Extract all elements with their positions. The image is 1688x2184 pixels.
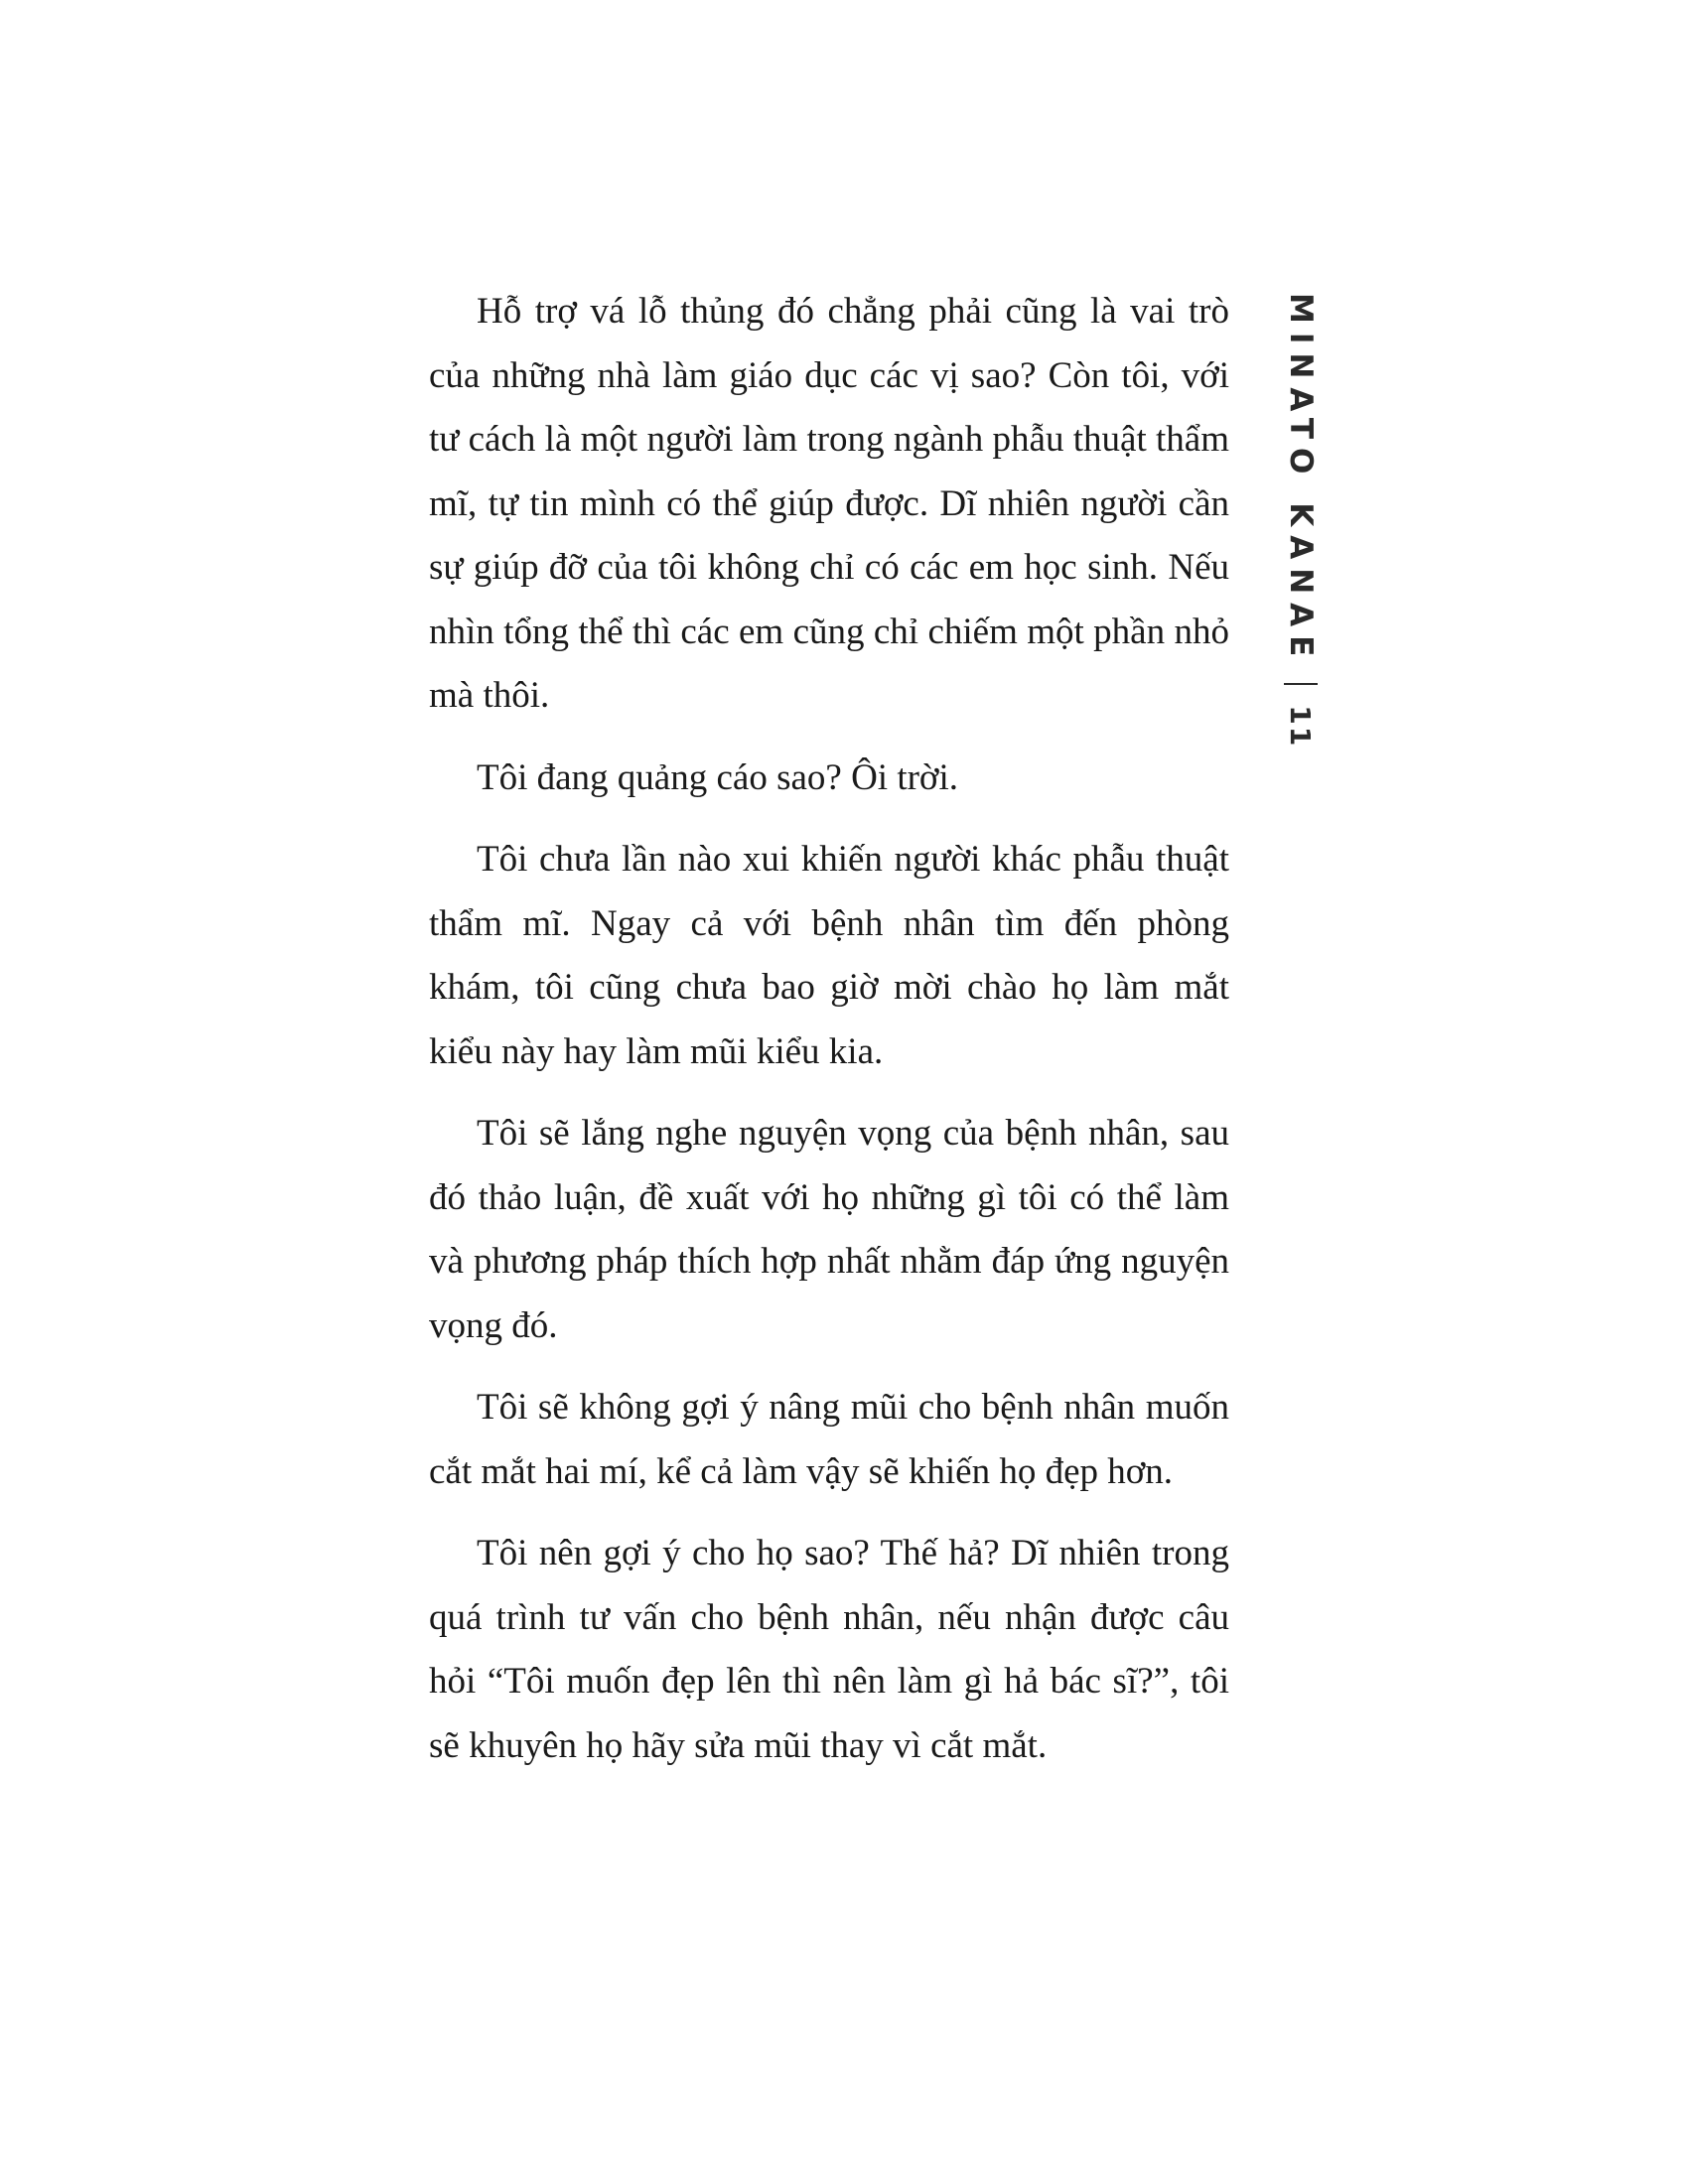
page-number: 11 (1284, 705, 1318, 749)
paragraph-5: Tôi sẽ không gợi ý nâng mũi cho bệnh nhân muốn cắt mắt hai mí, kể cả làm vậy sẽ khiến họ đẹp hơn. (429, 1387, 1229, 1492)
paragraph-4: Tôi sẽ lắng nghe nguyện vọng của bệnh nhân, sau đó thảo luận, đề xuất với họ những gì tôi có thể làm và phương pháp thích hợp nhất nhằm đáp ứng nguyện vọng đó. (429, 1113, 1229, 1346)
paragraph-3: Tôi chưa lần nào xui khiến người khác phẫu thuật thẩm mĩ. Ngay cả với bệnh nhân tìm đến phòng khám, tôi cũng chưa bao giờ mời chào họ làm mắt kiểu này hay làm mũi kiểu kia. (429, 839, 1229, 1072)
running-head (1283, 293, 1319, 748)
paragraph-2: Tôi đang quảng cáo sao? Ôi trời. (477, 756, 959, 798)
body-text (429, 280, 1229, 1796)
running-head-divider (1284, 683, 1318, 685)
author-name: MINATO KANAE (1283, 293, 1319, 666)
paragraph-6: Tôi nên gợi ý cho họ sao? Thế hả? Dĩ nhiên trong quá trình tư vấn cho bệnh nhân, nếu nhận được câu hỏi “Tôi muốn đẹp lên thì nên làm gì hả bác sĩ?”, tôi sẽ khuyên họ hãy sửa mũi thay vì cắt mắt. (429, 1533, 1229, 1766)
paragraph-1: Hỗ trợ vá lỗ thủng đó chẳng phải cũng là vai trò của những nhà làm giáo dục các vị sao? Còn tôi, với tư cách là một người làm trong ngành phẫu thuật thẩm mĩ, tự tin mình có thể giúp được. Dĩ nhiên người cần sự giúp đỡ của tôi không chỉ có các em học sinh. Nếu nhìn tổng thể thì các em cũng chỉ chiếm một phần nhỏ mà thôi. (429, 291, 1229, 716)
